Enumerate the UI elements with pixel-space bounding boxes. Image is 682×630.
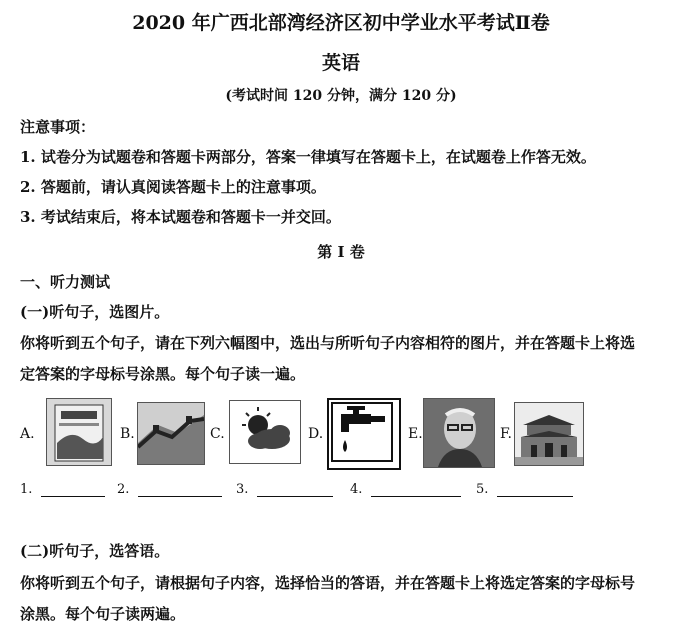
great-wall-picture xyxy=(137,402,205,465)
answer-blank-4-label: 4. xyxy=(350,482,363,497)
time-info: (考试时间 120 分钟，满分 120 分) xyxy=(225,88,457,104)
answer-blank-5-label: 5. xyxy=(476,482,489,497)
answer-blank-4-line[interactable] xyxy=(371,482,461,497)
volume-title: 第 I 卷 xyxy=(317,243,365,261)
part1-instructions-line2: 定答案的字母标号涂黑。每个句子读一遍。 xyxy=(20,365,306,383)
note-item-1: 1. 试卷分为试题卷和答题卡两部分，答案一律填写在答题卡上，在试题卷上作答无效。 xyxy=(20,148,596,166)
part1-instructions-line1: 你将听到五个句子，请在下列六幅图中，选出与所听句子内容相符的图片，并在答题卡上将选 xyxy=(20,334,636,352)
answer-blank-5-line[interactable] xyxy=(497,482,573,497)
answer-blank-2-label: 2. xyxy=(117,482,130,497)
elderly-man-portrait-picture xyxy=(423,398,495,468)
picture-f-label: F. xyxy=(500,426,512,442)
answer-blank-3-label: 3. xyxy=(236,482,249,497)
exam-title: 2020 年广西北部湾经济区初中学业水平考试Ⅱ卷 xyxy=(132,12,550,34)
note-item-3: 3. 考试结束后，将本试题卷和答题卡一并交回。 xyxy=(20,208,341,226)
part2-instructions-line1: 你将听到五个句子，请根据句子内容，选择恰当的答语，并在答题卡上将选定答案的字母标号 xyxy=(20,574,636,592)
section1-heading: 一、听力测试 xyxy=(20,273,111,291)
answer-blank-1-line[interactable] xyxy=(41,482,105,497)
book-cover-picture xyxy=(46,398,112,466)
picture-e-label: E. xyxy=(408,426,423,442)
answer-blank-2-line[interactable] xyxy=(138,482,222,497)
note-item-2: 2. 答题前，请认真阅读答题卡上的注意事项。 xyxy=(20,178,326,196)
sun-cloud-weather-picture xyxy=(229,400,301,464)
answer-blank-4[interactable] xyxy=(350,482,461,497)
picture-d-label: D. xyxy=(308,426,324,442)
notes-heading: 注意事项： xyxy=(20,118,96,136)
picture-a-label: A. xyxy=(20,426,35,442)
picture-c-label: C. xyxy=(210,426,225,442)
answer-blank-3-line[interactable] xyxy=(257,482,333,497)
part2-heading: (二)听句子，选答语。 xyxy=(20,542,170,560)
subject-title: 英语 xyxy=(321,52,360,74)
answer-blank-1[interactable] xyxy=(20,482,105,497)
answer-blank-5[interactable] xyxy=(476,482,573,497)
part2-instructions-line2: 涂黑。每个句子读两遍。 xyxy=(20,605,186,623)
answer-blank-1-label: 1. xyxy=(20,482,33,497)
picture-b-label: B. xyxy=(120,426,135,442)
tiananmen-gate-picture xyxy=(514,402,584,466)
part1-heading: (一)听句子，选图片。 xyxy=(20,303,170,321)
water-tap-picture xyxy=(327,398,401,470)
answer-blank-2[interactable] xyxy=(117,482,222,497)
answer-blank-3[interactable] xyxy=(236,482,333,497)
